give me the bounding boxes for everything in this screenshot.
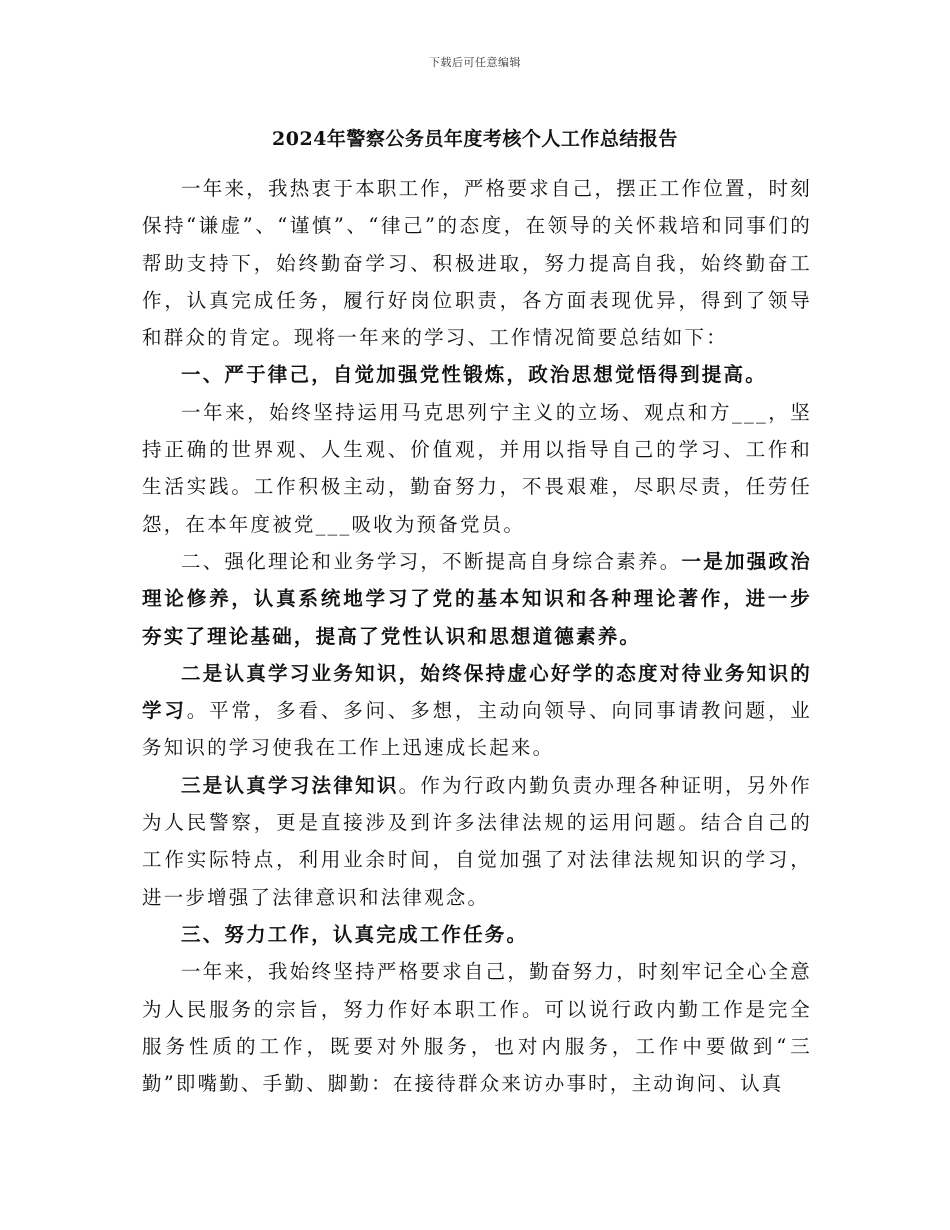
paragraph-section-1 [142, 394, 812, 543]
section-heading-1 [142, 356, 812, 393]
paragraph-section-3 [142, 953, 812, 1102]
text-segment: 一年来，我始终坚持严格要求自己，勤奋努力，时刻牢记全心全意为人民服务的宗旨，努力作好本职工作。可以说行政内勤工作是完全服务性质的工作，既要对外服务，也对内服务，工作中要做到“三勤”即嘴勤、手勤、脚勤：在接待群众来访办事时，主动询问、认真 [142, 960, 812, 1096]
document-title: 2024年警察公务员年度考核个人工作总结报告 [272, 128, 678, 150]
text-segment-bold: 三、努力工作，认真完成工作任务。 [181, 922, 529, 946]
text-segment: 。作为行政内勤负责办理各种证明，另外作为人民警察，更是直接涉及到许多法律法规的运用问题。结合自己的工作实际特点，利用业余时间，自觉加强了对法律法规知识的学习，进一步增强了法律意识和法律观念。 [142, 773, 812, 909]
text-segment: 一年来，我热衷于本职工作，严格要求自己，摆正工作位置，时刻保持“谦虚”、“谨慎”、“律己”的态度，在领导的关怀栽培和同事们的帮助支持下，始终勤奋学习、积极进取，努力提高自我，始终勤奋工作，认真完成任务，履行好岗位职责，各方面表现优异，得到了领导和群众的肯定。现将一年来的学习、工作情况简要总结如下： [142, 177, 812, 350]
text-segment-bold: 三是认真学习法律知识 [181, 773, 399, 797]
text-segment: 二、强化理论和业务学习，不断提高自身综合素养。 [181, 549, 682, 573]
text-segment-bold: 一是加强政治理论修养，认真系统地学习了党的基本知识和各种理论著作，进一步夯实了理论基础，提高了党性认识和思想道德素养。 [142, 549, 813, 648]
text-segment: 一年来，始终坚持运用马克思列宁主义的立场、观点和方___，坚持正确的世界观、人生观、价值观，并用以指导自己的学习、工作和生活实践。工作积极主动，勤奋努力，不畏艰难，尽职尽责，任劳任怨，在本年度被党___吸收为预备党员。 [142, 400, 812, 536]
text-segment-bold: 一、严于律己，自觉加强党性锻炼，政治思想觉悟得到提高。 [181, 363, 767, 387]
document-body [142, 170, 812, 1102]
paragraph-business-knowledge [142, 655, 812, 767]
text-segment-bold: 二是认真学习业务知识，始终保持虚心好学的态度对待业务知识的学习 [142, 661, 812, 723]
paragraph-section-2 [142, 543, 812, 655]
section-heading-3 [142, 916, 812, 953]
paragraph-intro [142, 170, 812, 356]
paragraph-legal-knowledge [142, 767, 812, 916]
page-header-note: 下载后可任意编辑 [429, 56, 521, 69]
text-segment: 。平常，多看、多问、多想，主动向领导、向同事请教问题，业务知识的学习使我在工作上迅速成长起来。 [142, 699, 812, 760]
